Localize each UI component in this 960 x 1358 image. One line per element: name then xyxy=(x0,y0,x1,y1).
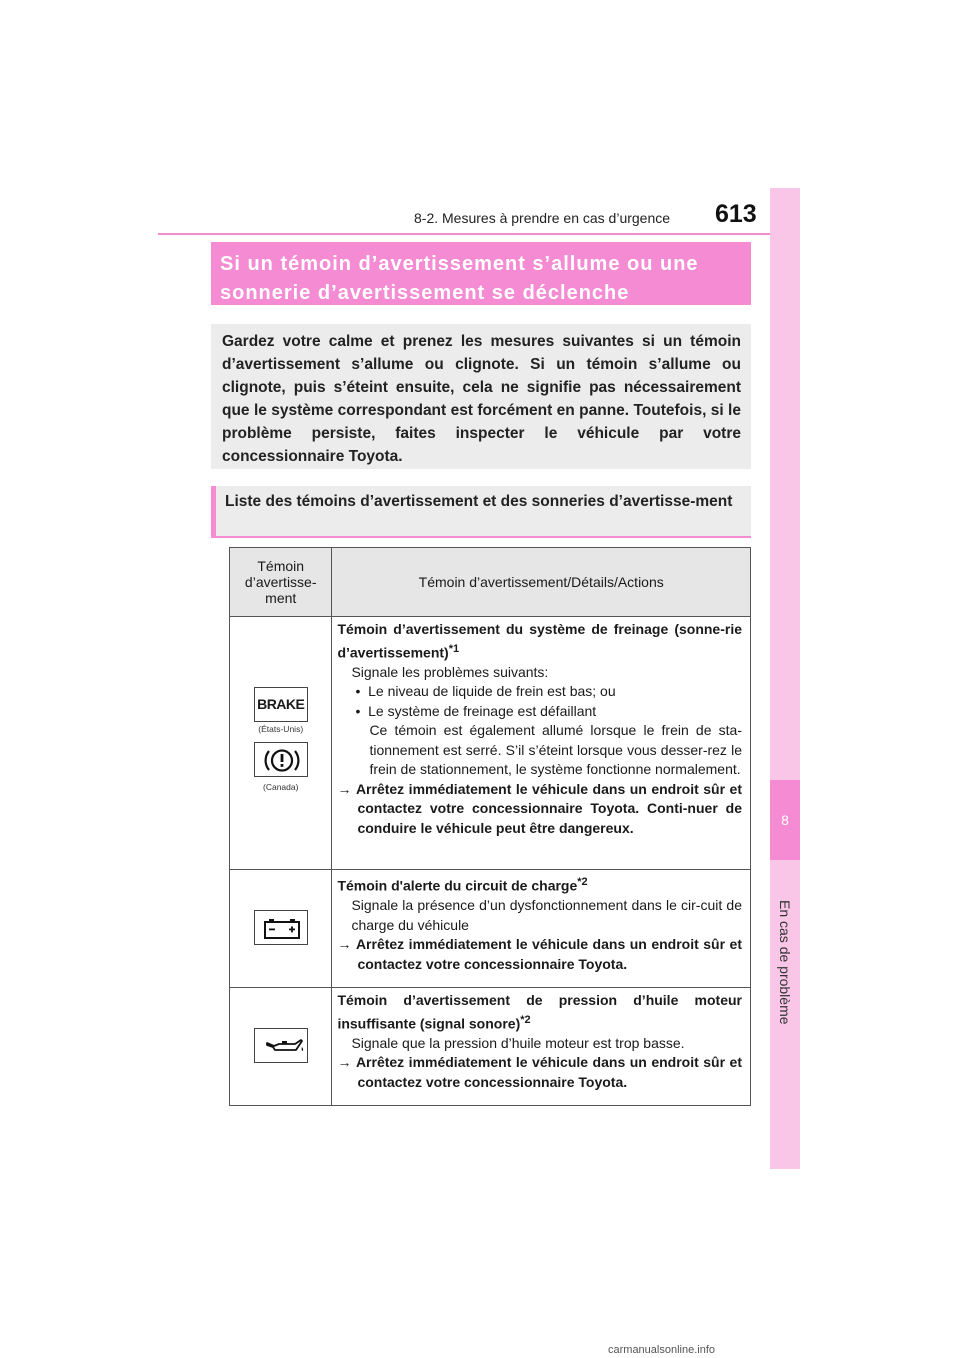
note-text: Ce témoin est également allumé lorsque le frein de sta-tionnement est serré. S’il s’éteint lorsque vous desser-rez le frein de stationnement, le système fonctionne normalement. xyxy=(369,722,742,778)
header-rule xyxy=(158,233,798,235)
bullet-item: • Le système de freinage est défaillant xyxy=(355,702,597,719)
signal-text: Signale les problèmes suivants: xyxy=(351,663,549,680)
description-cell xyxy=(332,870,751,988)
footnote-marker: *1 xyxy=(448,642,460,655)
intro-box xyxy=(211,324,751,469)
table-header-icon: Témoin d’avertisse-ment xyxy=(230,548,332,617)
table-row xyxy=(230,870,751,988)
footnote-marker: *2 xyxy=(520,1013,531,1026)
page-number: 613 xyxy=(715,200,757,228)
action-text: → Arrêtez immédiatement le véhicule dans un endroit sûr et contactez votre concessionnaire Toyota. xyxy=(337,936,742,972)
battery-icon xyxy=(254,910,308,945)
description-cell xyxy=(332,617,751,870)
sub-heading: Liste des témoins d’avertissement et des sonneries d’avertisse-ment xyxy=(211,486,751,538)
icon-cell xyxy=(230,617,332,870)
action-text: → Arrêtez immédiatement le véhicule dans un endroit sûr et contactez votre concessionnaire Toyota. xyxy=(337,1054,742,1090)
warning-lights-table xyxy=(229,547,751,1106)
brake-text-icon xyxy=(254,687,308,722)
intro-text: Gardez votre calme et prenez les mesures suivantes si un témoin d’avertissement s’allume ou clignote. Si un témoin s’allume ou clignote, puis s’éteint ensuite, cela ne signifie pas nécessairement que le système correspondant est forcément en panne. Toutefois, si le problème persiste, faites inspecter le véhicule par votre concessionnaire Toyota. xyxy=(222,333,741,465)
description-cell xyxy=(332,988,751,1106)
bullet-item: • Le niveau de liquide de frein est bas; ou xyxy=(355,683,616,700)
table-row xyxy=(230,988,751,1106)
oil-can-icon xyxy=(254,1028,308,1063)
icon-cell xyxy=(230,870,332,988)
table-header-row xyxy=(230,548,751,617)
brake-icon-text: BRAKE xyxy=(257,695,305,712)
action-text: → Arrêtez immédiatement le véhicule dans un endroit sûr et contactez votre concessionnaire Toyota. Conti-nuer de conduire le véhicule peut être dangereux. xyxy=(337,780,742,836)
footnote-marker: *2 xyxy=(577,876,588,888)
section-banner: Si un témoin d’avertissement s’allume ou une sonnerie d’avertissement se déclenche xyxy=(211,242,751,305)
icon-caption: (Canada) xyxy=(263,781,299,792)
row-title: Témoin d’avertissement de pression d’huile moteur insuffisante (signal sonore)$^{*2}$ xyxy=(337,992,742,1032)
row-title: Témoin d'alerte du circuit de charge$^{*2}$ xyxy=(337,876,588,894)
side-tab-chapter-label: En cas de problème xyxy=(777,900,793,1025)
icon-caption: (États-Unis) xyxy=(258,723,304,734)
row-title: Témoin d’avertissement du système de freinage (sonne-rie d’avertissement)$^{*1}$ xyxy=(337,621,742,661)
table-row xyxy=(230,617,751,870)
section-title: 8-2. Mesures à prendre en cas d’urgence xyxy=(414,210,671,226)
side-tab-chapter-number: 8 xyxy=(770,780,800,860)
brake-exclamation-icon xyxy=(254,742,308,777)
signal-text: Signale la présence d’un dysfonctionnement dans le cir-cuit de charge du véhicule xyxy=(351,897,742,933)
icon-cell xyxy=(230,988,332,1106)
signal-text: Signale que la pression d’huile moteur est trop basse. xyxy=(351,1034,685,1051)
watermark: carmanualsonline.info xyxy=(608,1344,716,1356)
table-header-description: Témoin d’avertissement/Détails/Actions xyxy=(332,548,751,617)
